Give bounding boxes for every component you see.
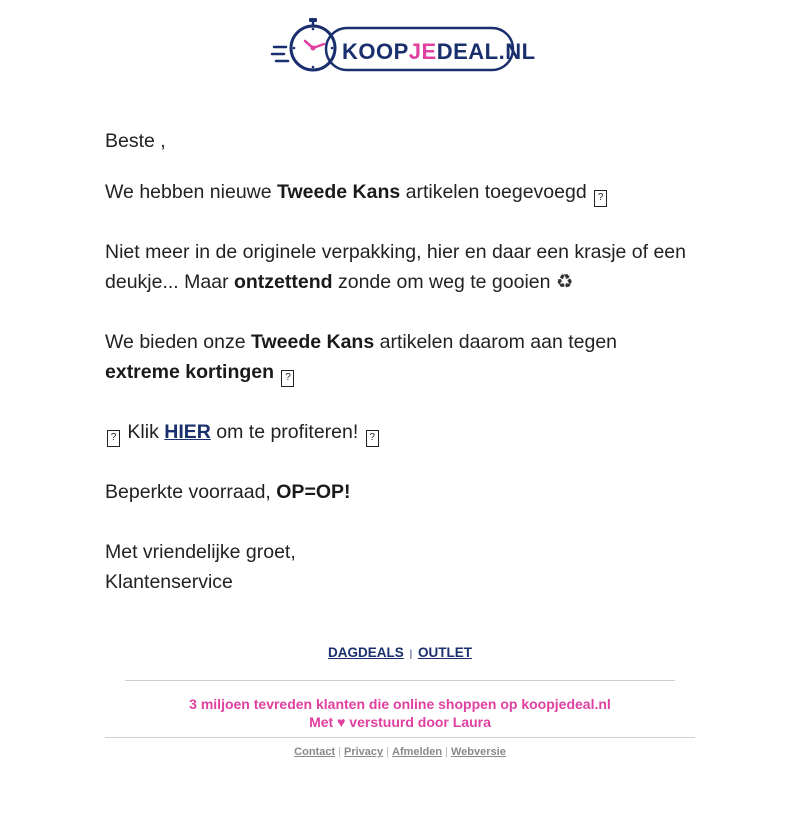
divider — [105, 737, 695, 738]
svg-text:KOOPJEDEAL.NL: KOOPJEDEAL.NL — [342, 39, 536, 64]
dagdeals-link[interactable]: DAGDEALS — [328, 645, 404, 660]
missing-emoji-icon: ? — [366, 430, 379, 447]
nav-links — [0, 645, 800, 660]
greeting: Beste , — [105, 130, 166, 152]
missing-emoji-icon: ? — [107, 430, 120, 447]
missing-emoji-icon: ? — [281, 370, 294, 387]
paragraph-condition: Niet meer in de originele verpakking, hier en daar een krasje of een deukje... Maar ontzettend zonde om weg te gooien ♻ — [105, 241, 687, 293]
hier-link[interactable]: HIER — [164, 421, 211, 443]
outlet-link[interactable]: OUTLET — [417, 645, 472, 660]
koopjedeal-logo[interactable] — [272, 16, 536, 76]
missing-emoji-icon: ? — [594, 190, 607, 207]
paragraph-new-items: We hebben nieuwe Tweede Kans artikelen toegevoegd ? — [105, 177, 695, 207]
paragraph-stock: Beperkte voorraad, OP=OP! — [105, 481, 351, 503]
footer-links: Contact | Privacy | Afmelden | Webversie — [294, 746, 506, 758]
paragraph-cta: ? Klik HIER om te profiteren! ? — [105, 417, 695, 447]
contact-link[interactable]: Contact — [294, 746, 336, 758]
privacy-link[interactable]: Privacy — [343, 746, 384, 758]
email-body — [105, 126, 695, 597]
tagline-customers: 3 miljoen tevreden klanten die online shoppen op koopjedeal.nl — [189, 696, 611, 712]
recycle-icon: ♻ — [555, 271, 574, 293]
divider — [125, 680, 675, 681]
signature: Klantenservice — [105, 571, 233, 593]
unsubscribe-link[interactable]: Afmelden — [392, 746, 443, 758]
tagline — [0, 695, 800, 731]
nav-separator: | — [409, 649, 413, 660]
paragraph-discount: We bieden onze Tweede Kans artikelen daarom aan tegen extreme kortingen ? — [105, 327, 695, 387]
tagline-sender: Met ♥ verstuurd door Laura — [309, 714, 491, 730]
web-version-link[interactable]: Webversie — [450, 746, 506, 758]
closing: Met vriendelijke groet, — [105, 541, 296, 563]
